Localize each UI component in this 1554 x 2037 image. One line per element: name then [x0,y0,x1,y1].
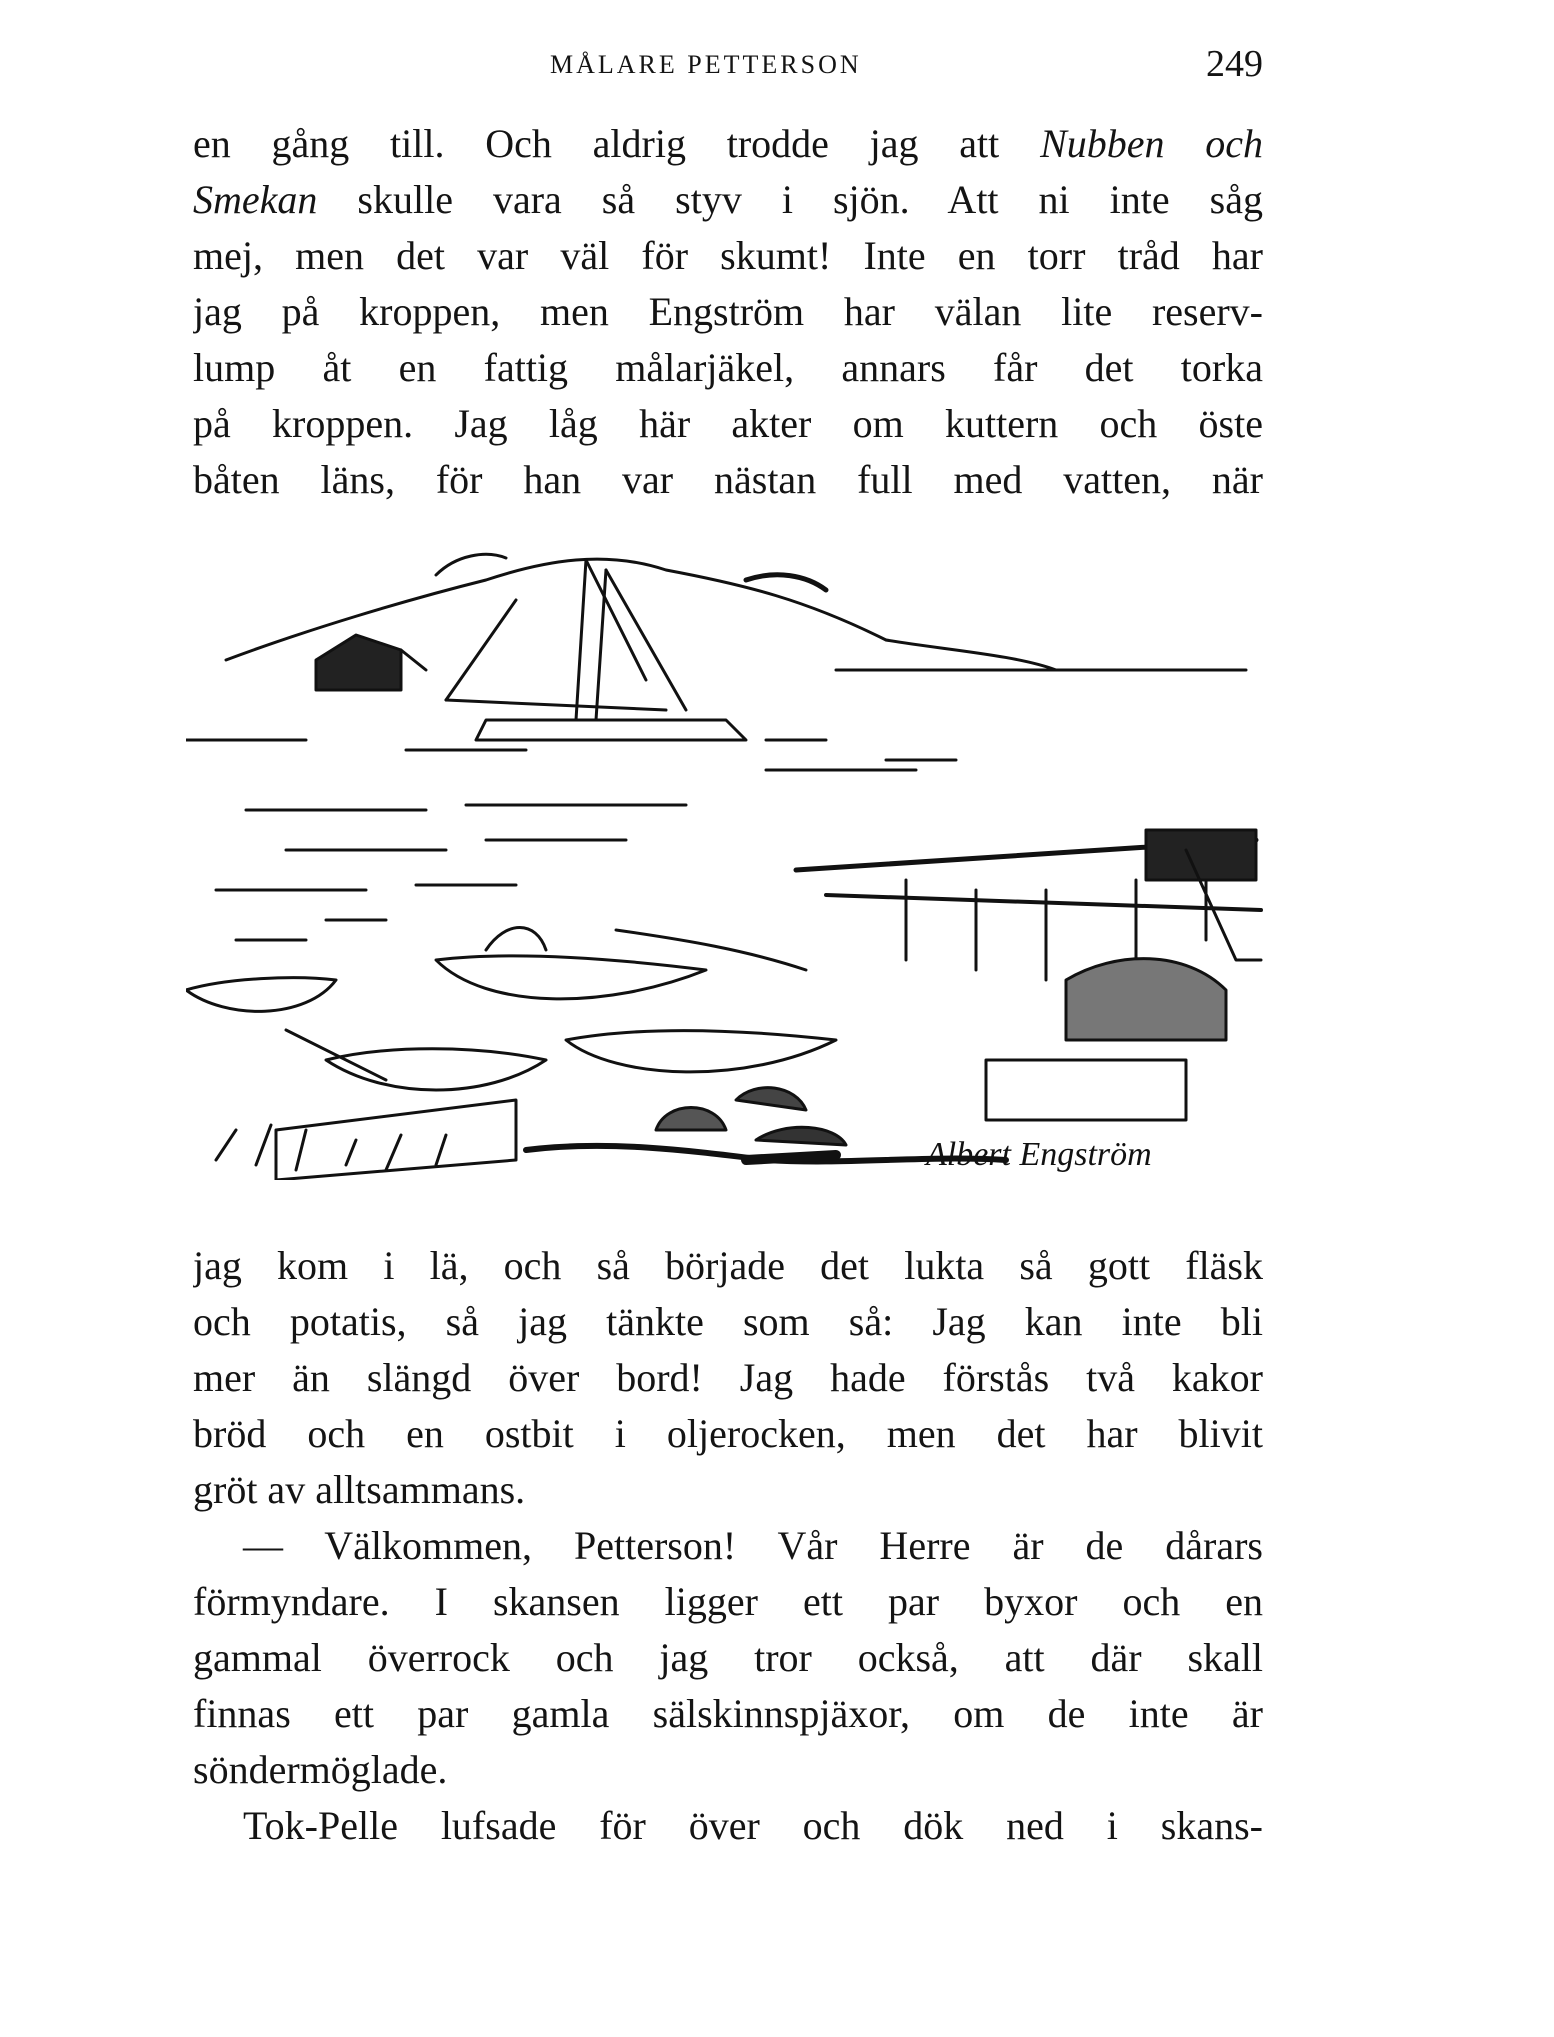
text-line: finnas ett par gamla sälskinnspjäxor, om de inte är [193,1691,1263,1736]
text-line: en gång till. Och aldrig trodde jag att Nubben och [193,121,1263,166]
text-line: jag på kroppen, men Engström har välan lite reserv- [193,289,1263,334]
harbor-illustration [186,540,1271,1180]
text-line: jag kom i lä, och så började det lukta så gott fläsk [193,1243,1263,1288]
text-line: — Välkommen, Petterson! Vår Herre är de dårars [243,1523,1263,1568]
text-line: gammal överrock och jag tror också, att där skall [193,1635,1263,1680]
text-line: mer än slängd över bord! Jag hade förstås två kakor [193,1355,1263,1400]
text-line: båten läns, för han var nästan full med vatten, när [193,457,1263,502]
text-line: lump åt en fattig målarjäkel, annars får det torka [193,345,1263,390]
top-paragraph [193,116,1263,508]
artist-signature: Albert Engström [926,1136,1152,1173]
text-line: söndermöglade. [193,1747,448,1792]
text-line: Tok-Pelle lufsade för över och dök ned i skans- [243,1803,1263,1848]
running-head: MÅLARE PETTERSON [550,50,862,79]
text-line: på kroppen. Jag låg här akter om kuttern och öste [193,401,1263,446]
bottom-paragraph [193,1238,1263,1854]
page-number: 249 [1206,43,1263,85]
text-line: bröd och en ostbit i oljerocken, men det har blivit [193,1411,1263,1456]
text-line: förmyndare. I skansen ligger ett par byxor och en [193,1579,1263,1624]
text-line: Smekan skulle vara så styv i sjön. Att ni inte såg [193,177,1263,222]
text-line: och potatis, så jag tänkte som så: Jag kan inte bli [193,1299,1263,1344]
text-line: mej, men det var väl för skumt! Inte en torr tråd har [193,233,1263,278]
text-line: gröt av alltsammans. [193,1467,526,1512]
